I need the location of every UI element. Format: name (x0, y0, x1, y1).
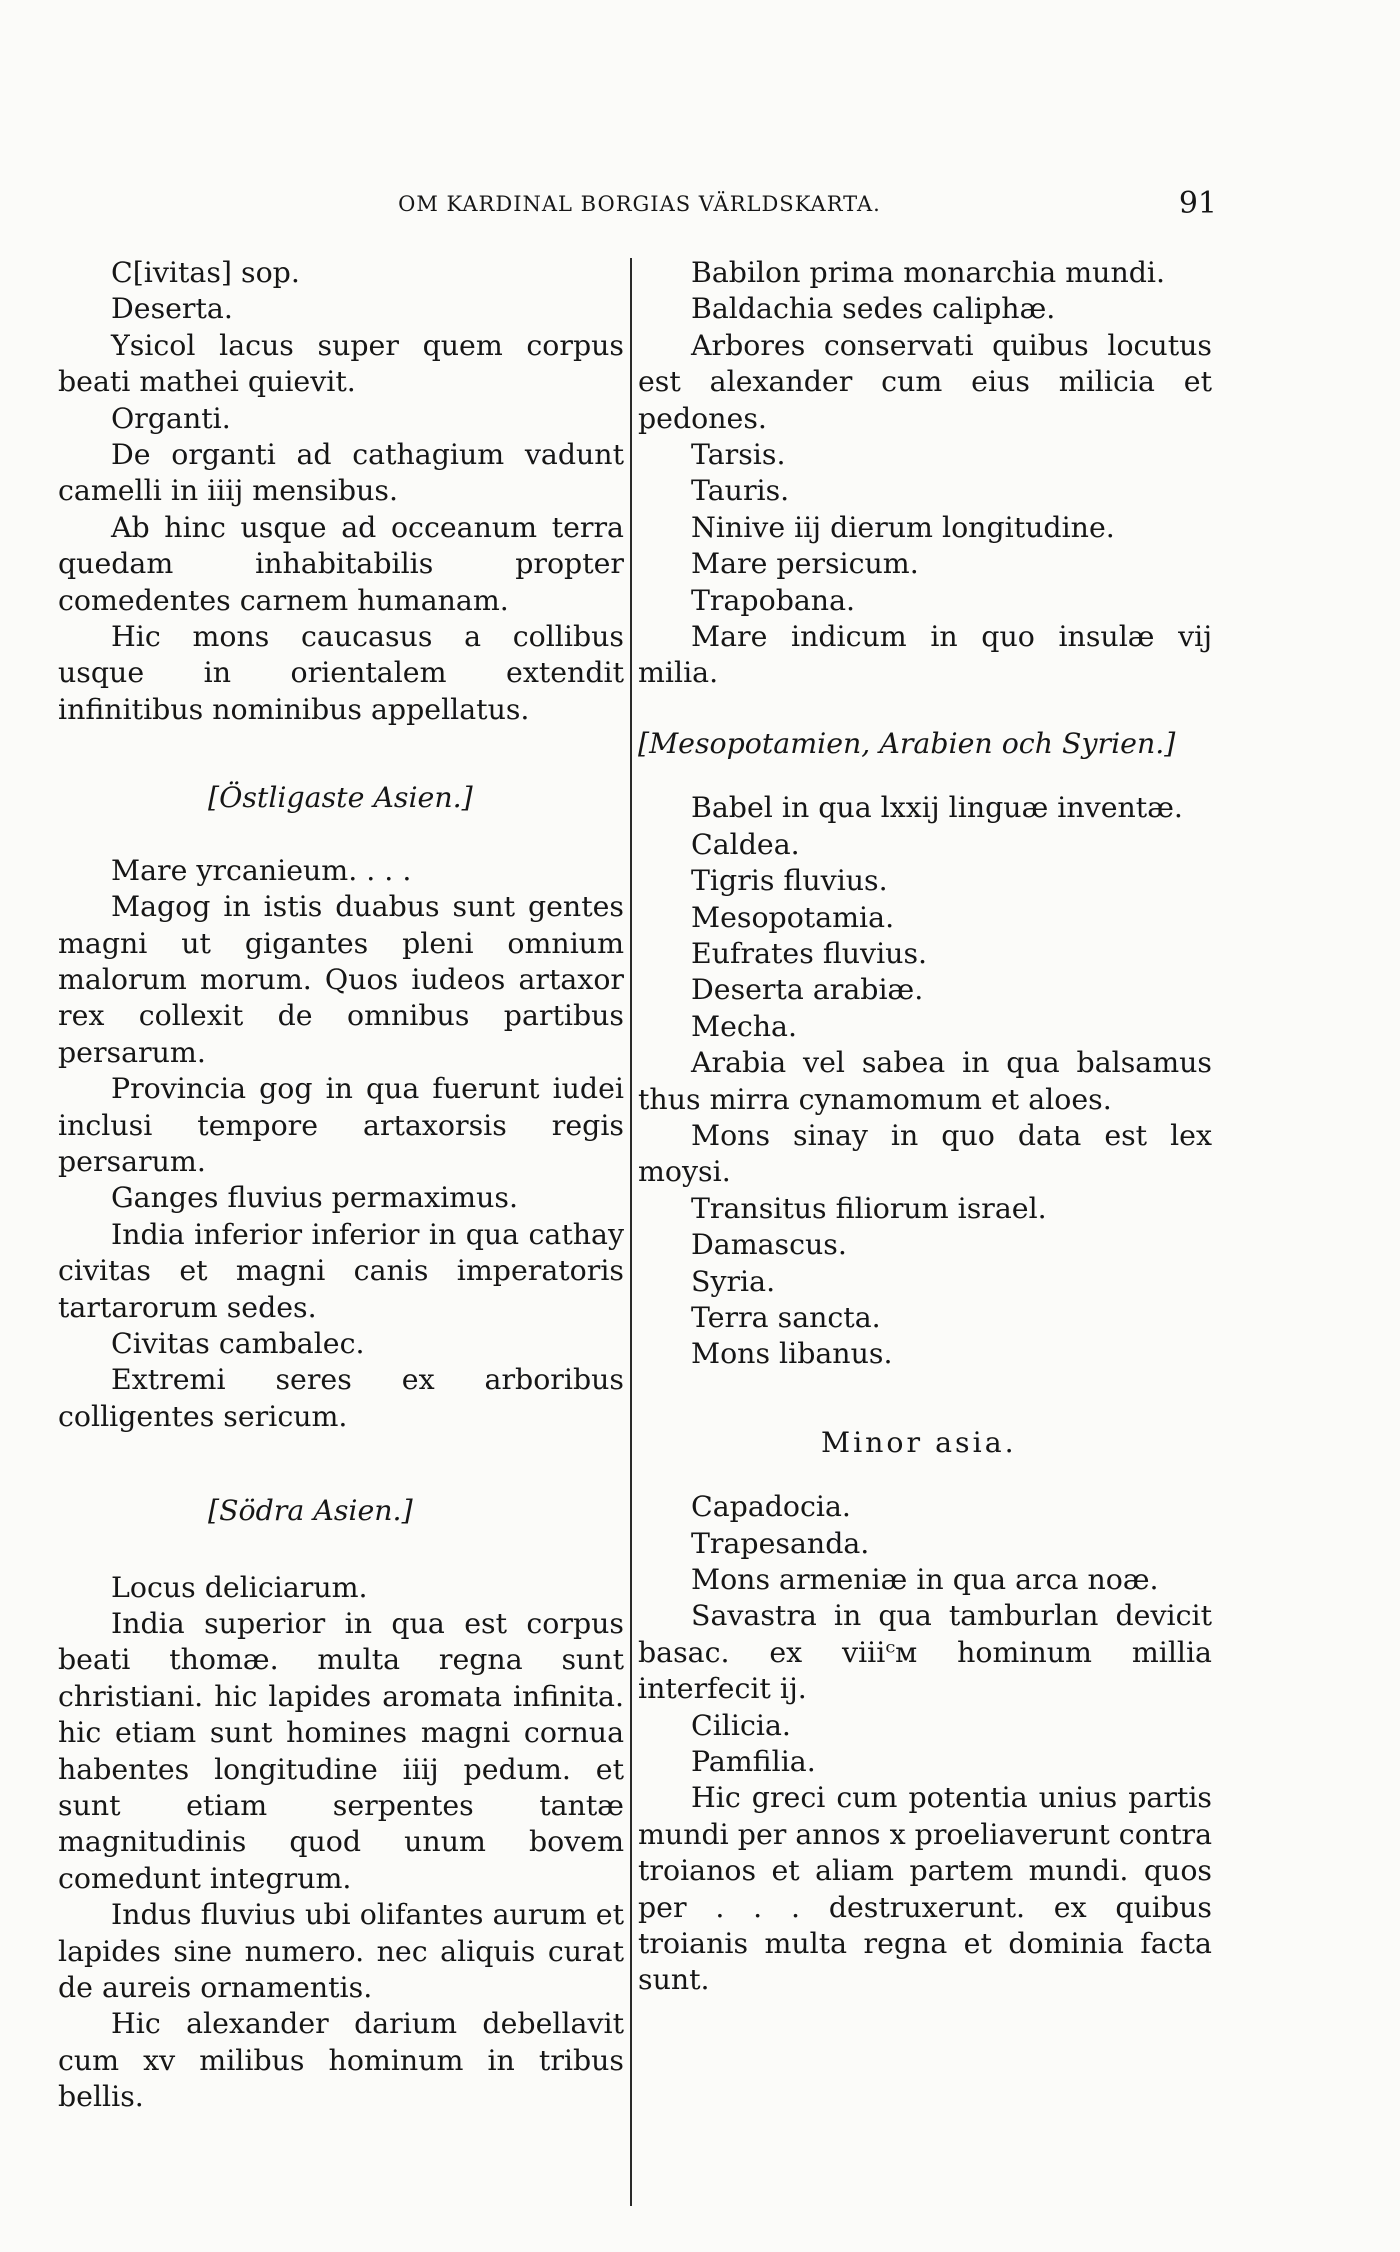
entry-magog: Magog in istis duabus sunt gentes magni ut gigantes pleni omnium malorum morum. Quos iudeos artaxor rex collexit de omnibus partibus persarum. (58, 890, 624, 1069)
entry-tauris: Tauris. (691, 474, 790, 508)
entry-civitas-cambalec: Civitas cambalec. (111, 1326, 365, 1360)
entry-ganges: Ganges fluvius permaximus. (111, 1181, 518, 1215)
section-heading-minor-asia: Minor asia. (821, 1425, 1017, 1459)
entry-hic-greci: Hic greci cum potentia unius partis mundi per annos x proeliaverunt contra troianos et aliam partem mundi. quos per . . . destruxerunt. ex quibus troianis multa regna et dominia facta sunt. (638, 1781, 1212, 1997)
entry-hic-mons-caucasus: Hic mons caucasus a collibus usque in orientalem extendit infinitibus nominibus appellatus. (58, 620, 624, 726)
entry-terra-sancta: Terra sancta. (691, 1300, 881, 1334)
entry-tarsis: Tarsis. (691, 438, 786, 472)
entry-mons-armeniae: Mons armeniæ in qua arca noæ. (691, 1563, 1159, 1596)
entry-mecha: Mecha. (691, 1009, 798, 1043)
column-divider (630, 258, 632, 2206)
entry-organti: Organti. (111, 401, 231, 435)
entry-indus-fluvius: Indus fluvius ubi olifantes aurum et lapides sine numero. nec aliquis curat de aureis ornamentis. (58, 1898, 624, 2005)
left-column (58, 255, 624, 2116)
entry-eufrates: Eufrates fluvius. (691, 936, 928, 970)
section-heading-mesopotamien: [Mesopotamien, Arabien och Syrien.] (638, 726, 1176, 760)
entry-de-organti: De organti ad cathagium vadunt camelli in iiij mensibus. (58, 438, 624, 508)
entry-provincia-gog: Provincia gog in qua fuerunt iudei inclusi tempore artaxorsis regis persarum. (58, 1072, 624, 1178)
entry-deserta-arabiae: Deserta arabiæ. (691, 973, 924, 1007)
entry-locus-deliciarum: Locus deliciarum. (111, 1570, 368, 1604)
right-column (638, 255, 1212, 1999)
section-heading-ostligaste-asien: [Östligaste Asien.] (208, 781, 473, 815)
section-heading-sodra-asien: [Södra Asien.] (208, 1494, 413, 1528)
entry-trapobana: Trapobana. (691, 583, 856, 617)
entry-mons-libanus: Mons libanus. (691, 1337, 893, 1371)
entry-babilon: Babilon prima monarchia mundi. (691, 256, 1166, 289)
entry-arbores: Arbores conservati quibus locutus est alexander cum eius milicia et pedones. (638, 328, 1212, 435)
entry-india-superior: India superior in qua est corpus beati thomæ. multa regna sunt christiani. hic lapides aromata infinita. hic etiam sunt homines magni cornua habentes longitudine iiij pedum. et sunt etiam serpentes tantæ magnitudinis quod unum bovem comedunt integrum. (58, 1607, 624, 1895)
entry-india-inferior: India inferior inferior in qua cathay civitas et magni canis imperatoris tartarorum sedes. (58, 1217, 624, 1324)
entry-syria: Syria. (691, 1264, 776, 1298)
entry-deserta: Deserta. (111, 292, 233, 326)
page-header (62, 186, 1217, 232)
entry-tigris: Tigris fluvius. (691, 864, 888, 898)
entry-cilicia: Cilicia. (691, 1708, 791, 1742)
entry-ab-hinc: Ab hinc usque ad occeanum terra quedam inhabitabilis propter comedentes carnem humanam. (58, 510, 624, 617)
entry-arabia: Arabia vel sabea in qua balsamus thus mirra cynamomum et aloes. (638, 1046, 1212, 1116)
entry-baldachia: Baldachia sedes caliphæ. (691, 292, 1056, 326)
entry-civitas-sop: C[ivitas] sop. (111, 256, 300, 289)
running-title: OM KARDINAL BORGIAS VÄRLDSKARTA. (398, 192, 881, 216)
entry-damascus: Damascus. (691, 1228, 847, 1262)
entry-mons-sinay: Mons sinay in quo data est lex moysi. (638, 1118, 1212, 1189)
entry-savastra: Savastra in qua tamburlan devicit basac. ex viiiᶜᴍ hominum millia interfecit ij. (638, 1599, 1212, 1706)
entry-trapesanda: Trapesanda. (691, 1526, 870, 1560)
entry-mare-indicum: Mare indicum in quo insulæ vij milia. (638, 620, 1212, 690)
entry-mare-yrcanieum: Mare yrcanieum. . . . (111, 853, 412, 887)
entry-transitus: Transitus filiorum israel. (691, 1191, 1047, 1225)
entry-mare-persicum: Mare persicum. (691, 547, 919, 581)
entry-babel: Babel in qua lxxij linguæ inventæ. (691, 791, 1183, 825)
entry-mesopotamia: Mesopotamia. (691, 900, 895, 934)
entry-capadocia: Capadocia. (691, 1490, 851, 1524)
entry-caldea: Caldea. (691, 827, 800, 861)
page-number: 91 (1178, 186, 1217, 221)
entry-ninive: Ninive iij dierum longitudine. (691, 510, 1115, 544)
entry-pamfilia: Pamfilia. (691, 1745, 816, 1779)
entry-ysicol: Ysicol lacus super quem corpus beati mathei quievit. (58, 328, 624, 399)
entry-extremi-seres: Extremi seres ex arboribus colligentes sericum. (58, 1363, 624, 1433)
entry-hic-alexander: Hic alexander darium debellavit cum xv milibus hominum in tribus bellis. (58, 2007, 624, 2114)
